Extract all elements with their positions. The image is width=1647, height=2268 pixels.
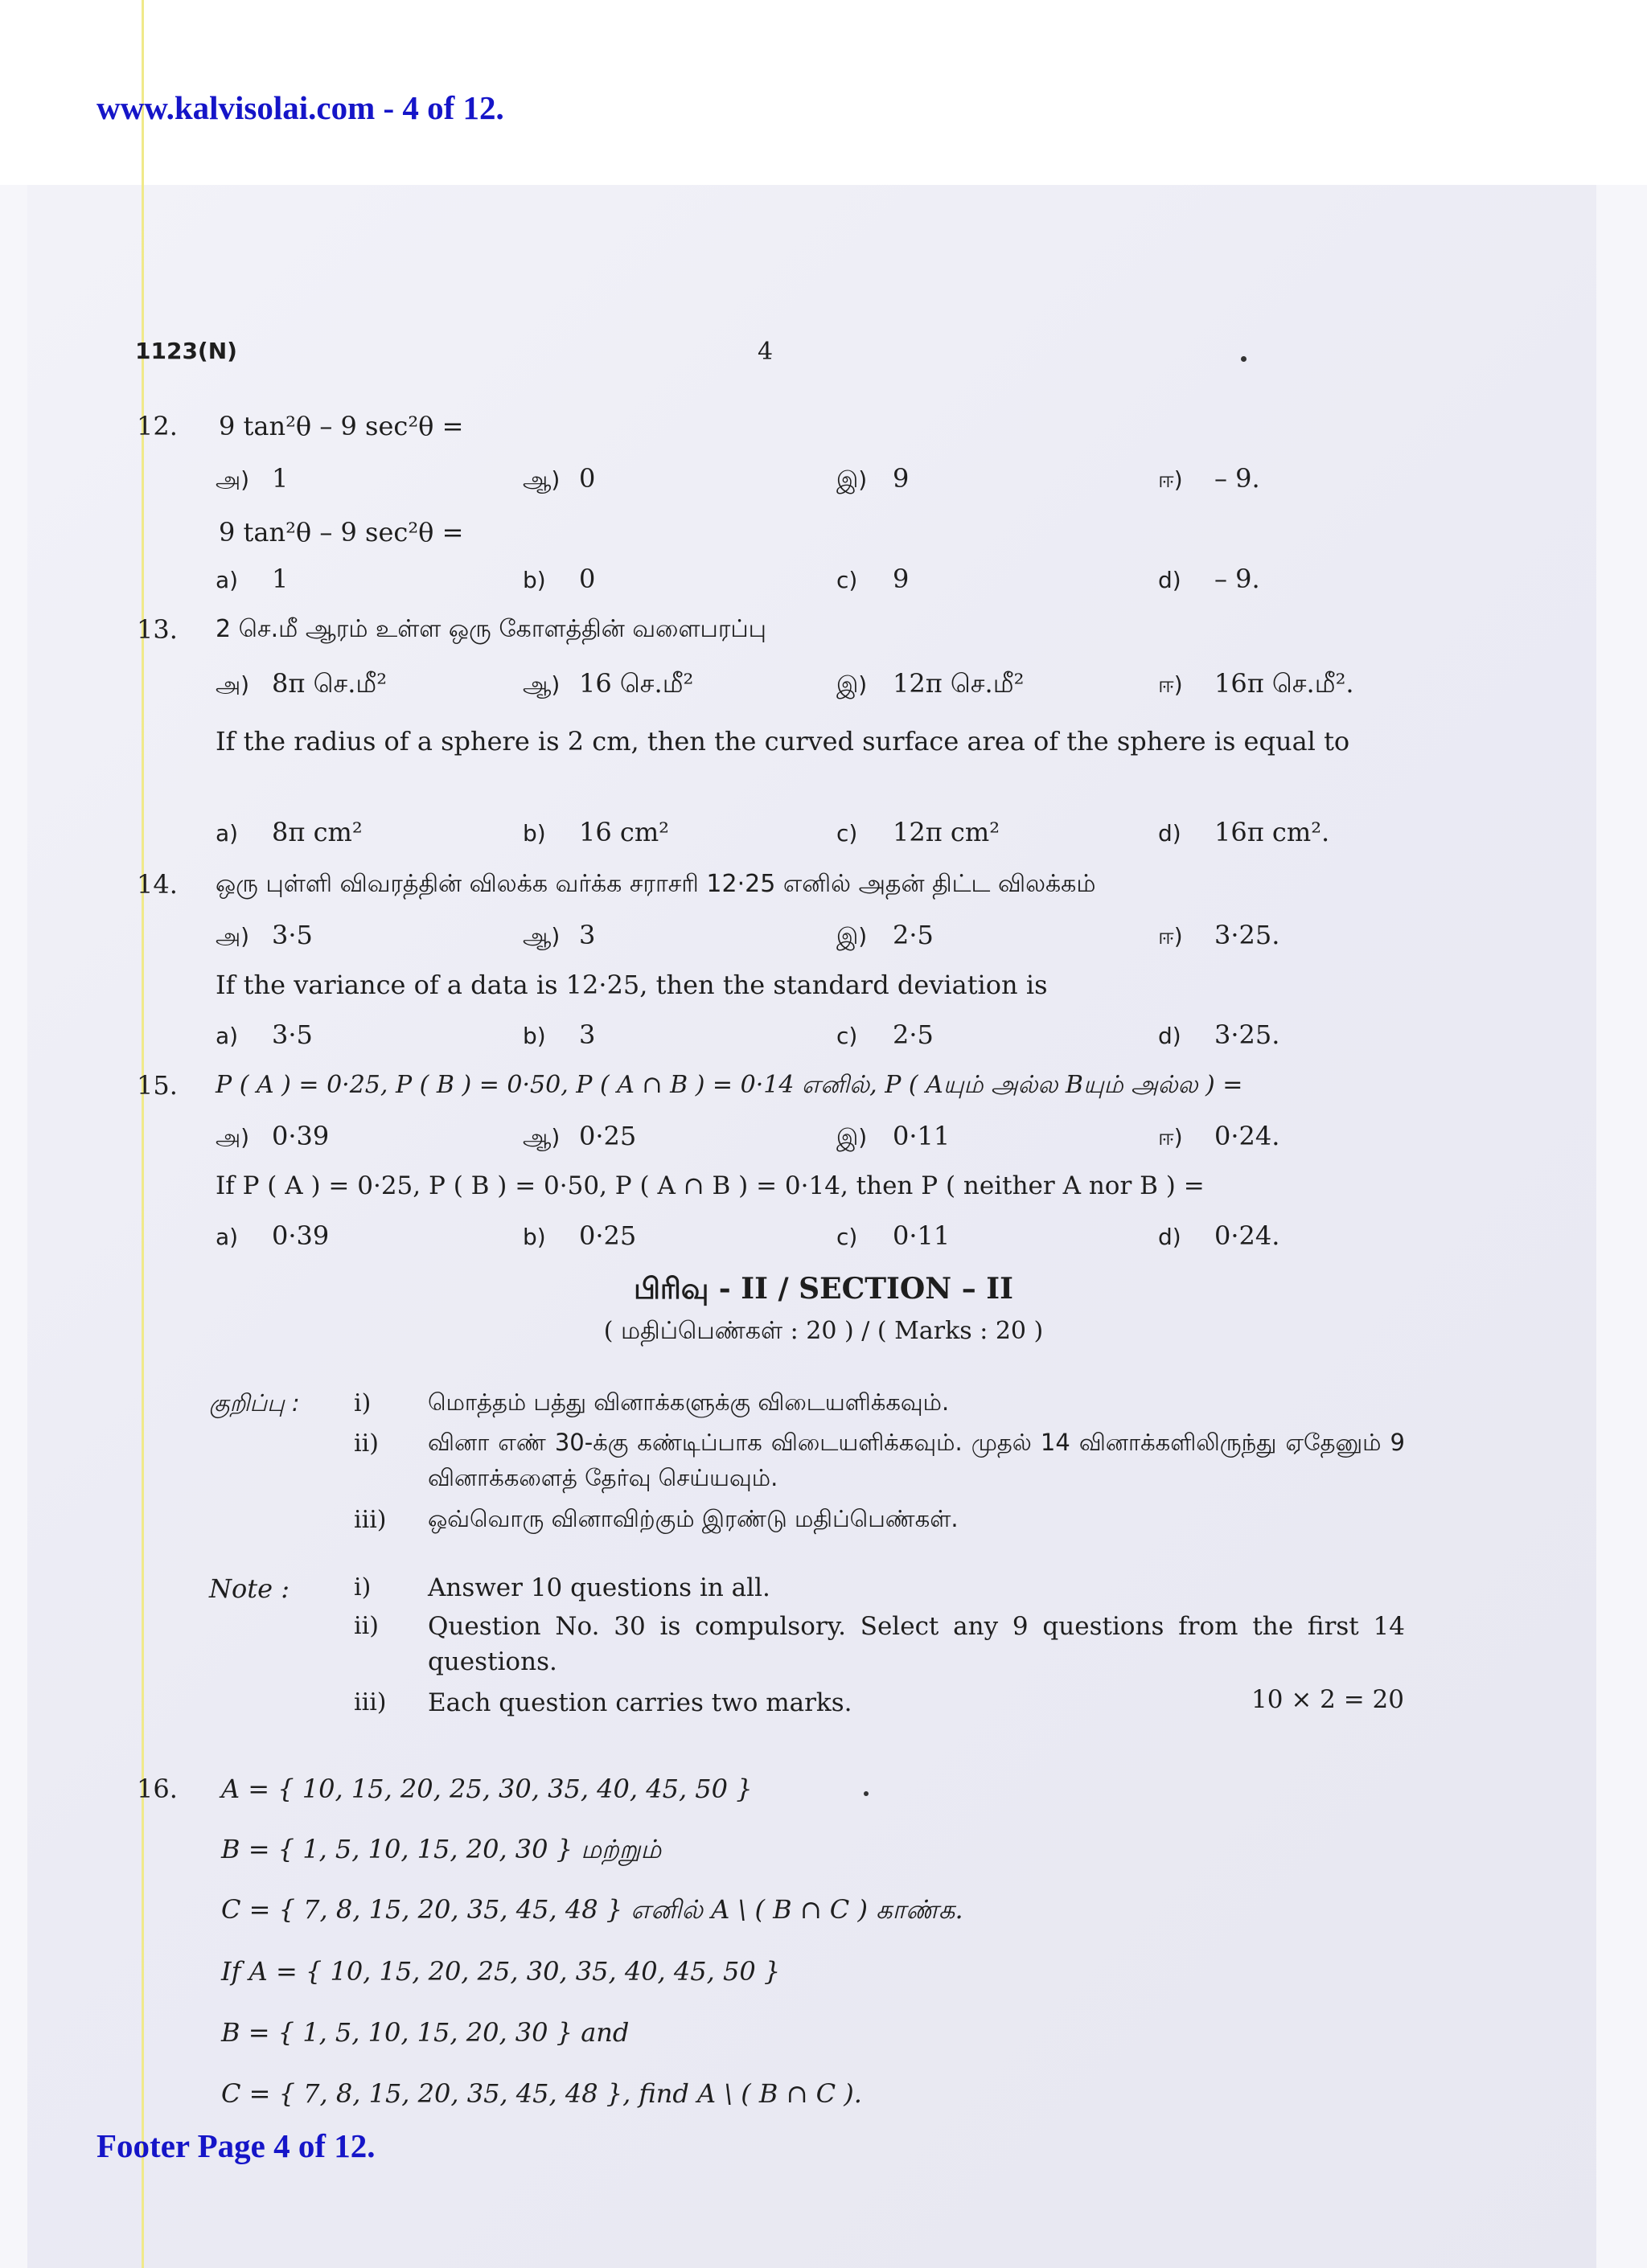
scan-speck — [864, 1791, 869, 1796]
option-ta-1: அ) 3·5 — [216, 920, 313, 950]
note-item-text: ஒவ்வொரு வினாவிற்கும் இரண்டு மதிப்பெண்கள். — [428, 1505, 959, 1532]
page-right-edge — [1596, 185, 1647, 2268]
set-line: B = { 1, 5, 10, 15, 20, 30 } and — [221, 2017, 630, 2048]
scan-speck — [1241, 356, 1247, 362]
option-en-b: b) 3 — [523, 1019, 596, 1050]
question-stem-english: 9 tan²θ – 9 sec²θ = — [219, 517, 464, 548]
option-ta-4: ஈ) 3·25. — [1158, 920, 1280, 950]
option-ta-4: ஈ) 16π செ.மீ². — [1158, 668, 1354, 699]
question-number: 15. — [137, 1070, 178, 1101]
option-en-a: a) 1 — [216, 564, 289, 594]
page-number: 4 — [758, 338, 774, 366]
question-stem-tamil: 2 செ.மீ ஆரம் உள்ள ஒரு கோளத்தின் வளைபரப்பு — [216, 615, 766, 643]
note-item-text: வினா எண் 30-க்கு கண்டிப்பாக விடையளிக்கவும். முதல் 14 வினாக்களிலிருந்து ஏதேனும் 9 வினாக்களைத் தேர்வு செய்யவும். — [428, 1429, 1405, 1491]
page-left-edge — [0, 185, 27, 2268]
option-ta-1: அ) 1 — [216, 463, 289, 494]
option-en-d: d) 16π cm². — [1158, 817, 1330, 847]
option-en-d: d) 3·25. — [1158, 1019, 1280, 1050]
footer-text: Footer Page 4 of 12. — [97, 2127, 376, 2164]
question-number: 13. — [137, 614, 178, 645]
note-item-text: Question No. 30 is compulsory. Select any 9 questions from the first 14 questions. — [428, 1612, 1405, 1676]
option-en-c: c) 12π cm² — [836, 817, 1000, 847]
question-stem-tamil: 9 tan²θ – 9 sec²θ = — [219, 411, 464, 441]
set-line: B = { 1, 5, 10, 15, 20, 30 } மற்றும் — [221, 1834, 662, 1864]
option-ta-3: இ) 0·11 — [836, 1121, 951, 1151]
question-stem-english: If the radius of a sphere is 2 cm, then the curved surface area of the sphere is equal to — [216, 726, 1350, 757]
set-line: If A = { 10, 15, 20, 25, 30, 35, 40, 45, 50 } — [221, 1956, 781, 1987]
option-en-b: b) 0·25 — [523, 1220, 637, 1251]
option-en-c: c) 9 — [836, 564, 910, 594]
option-en-b: b) 16 cm² — [523, 817, 669, 847]
question-number: 14. — [137, 869, 178, 900]
option-en-a: a) 3·5 — [216, 1019, 313, 1050]
note-label-tamil: குறிப்பு : — [209, 1389, 300, 1417]
option-ta-3: இ) 2·5 — [836, 920, 934, 950]
question-number: 16. — [137, 1774, 178, 1804]
question-number: 12. — [137, 411, 178, 441]
section-title: பிரிவு - II / SECTION – II — [634, 1272, 1013, 1306]
note-item-number: iii) — [354, 1688, 387, 1716]
set-line: A = { 10, 15, 20, 25, 30, 35, 40, 45, 50 } — [221, 1774, 753, 1804]
option-en-a: a) 0·39 — [216, 1220, 330, 1251]
note-item-number: i) — [354, 1389, 372, 1417]
question-stem-tamil: ஒரு புள்ளி விவரத்தின் விலக்க வர்க்க சராசரி 12·25 எனில் அதன் திட்ட விலக்கம் — [216, 870, 1096, 898]
option-ta-2: ஆ) 0·25 — [523, 1121, 637, 1151]
note-item-number: ii) — [354, 1612, 379, 1640]
total-marks: 10 × 2 = 20 — [1251, 1685, 1404, 1714]
paper-code: 1123(N) — [135, 338, 237, 364]
option-ta-2: ஆ) 0 — [523, 463, 596, 494]
option-ta-4: ஈ) – 9. — [1158, 463, 1260, 494]
header-link[interactable]: www.kalvisolai.com - 4 of 12. — [97, 89, 504, 126]
note-item-number: ii) — [354, 1429, 379, 1458]
option-ta-4: ஈ) 0·24. — [1158, 1121, 1280, 1151]
option-ta-2: ஆ) 16 செ.மீ² — [523, 668, 694, 699]
section-marks: ( மதிப்பெண்கள் : 20 ) / ( Marks : 20 ) — [603, 1317, 1044, 1345]
note-label-english: Note : — [209, 1573, 290, 1604]
option-en-d: d) – 9. — [1158, 564, 1260, 594]
note-item-text: மொத்தம் பத்து வினாக்களுக்கு விடையளிக்கவும். — [428, 1388, 950, 1416]
question-stem-tamil: P ( A ) = 0·25, P ( B ) = 0·50, P ( A ∩ B ) = 0·14 எனில், P ( Aயும் அல்ல Bயும் அல்ல ) = — [216, 1071, 1243, 1099]
set-line: C = { 7, 8, 15, 20, 35, 45, 48 } எனில் A \ ( B ∩ C ) காண்க. — [221, 1894, 963, 1925]
option-ta-1: அ) 8π செ.மீ² — [216, 668, 388, 699]
option-en-c: c) 0·11 — [836, 1220, 951, 1251]
note-item-number: iii) — [354, 1506, 387, 1534]
note-item-text: Each question carries two marks. — [428, 1688, 852, 1717]
note-item-text: Answer 10 questions in all. — [428, 1573, 770, 1602]
option-en-a: a) 8π cm² — [216, 817, 363, 847]
option-ta-3: இ) 9 — [836, 463, 910, 494]
option-ta-3: இ) 12π செ.மீ² — [836, 668, 1025, 699]
option-ta-2: ஆ) 3 — [523, 920, 596, 950]
option-ta-1: அ) 0·39 — [216, 1121, 330, 1151]
question-stem-english: If the variance of a data is 12·25, then the standard deviation is — [216, 970, 1048, 1000]
set-line: C = { 7, 8, 15, 20, 35, 45, 48 }, find A \ ( B ∩ C ). — [221, 2078, 862, 2109]
option-en-d: d) 0·24. — [1158, 1220, 1280, 1251]
question-stem-english: If P ( A ) = 0·25, P ( B ) = 0·50, P ( A ∩ B ) = 0·14, then P ( neither A nor B ) = — [216, 1171, 1205, 1200]
note-item-number: i) — [354, 1573, 372, 1602]
option-en-b: b) 0 — [523, 564, 596, 594]
option-en-c: c) 2·5 — [836, 1019, 934, 1050]
